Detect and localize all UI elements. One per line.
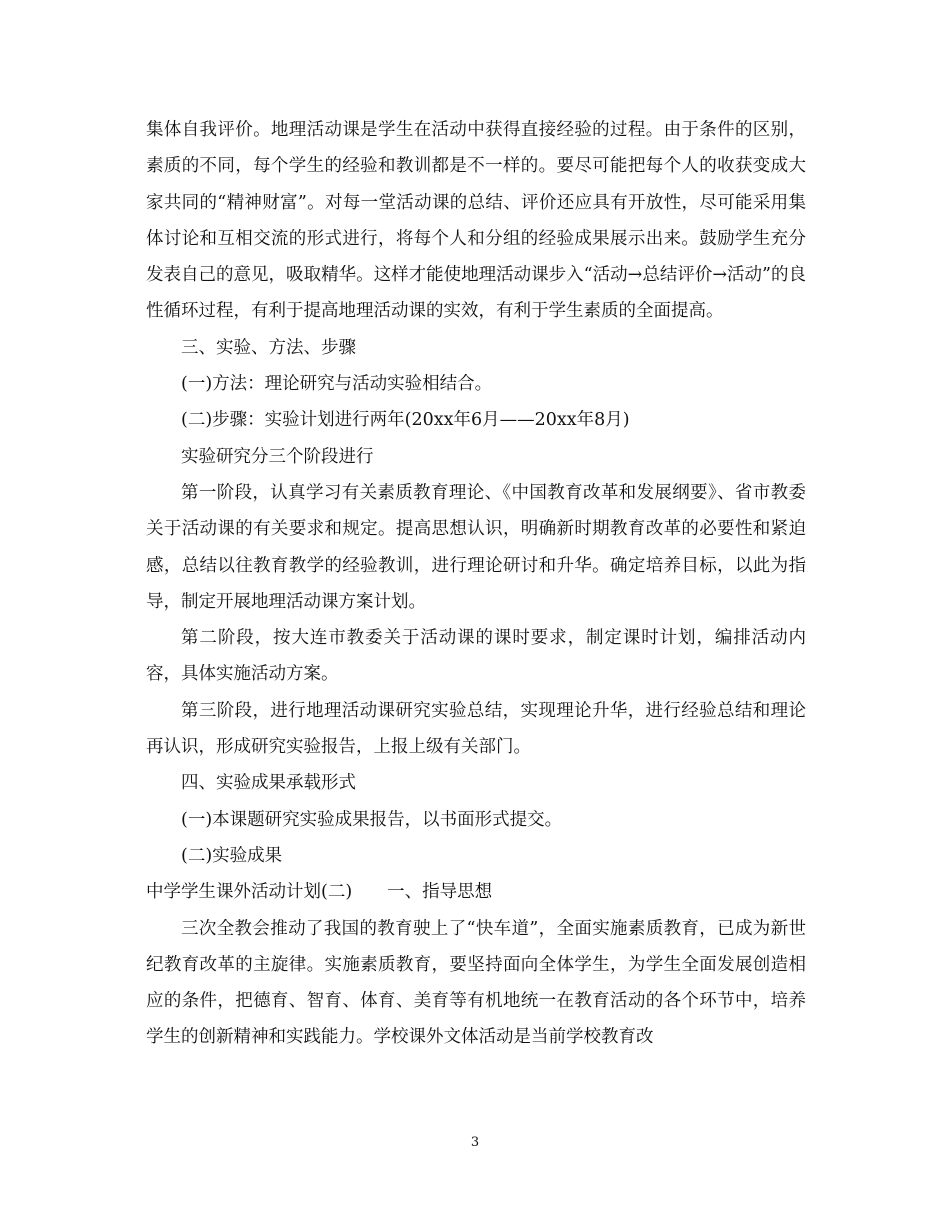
paragraph-stage-three: 第三阶段，进行地理活动课研究实验总结，实现理论升华，进行经验总结和理论再认识，形成研究实验报告，上报上级有关部门。 <box>146 700 806 758</box>
document-body <box>146 112 806 1056</box>
paragraph-stage-two: 第二阶段，按大连市教委关于活动课的课时要求，制定课时计划，编排活动内容，具体实施活动方案。 <box>146 628 806 685</box>
paragraph-steps: (二)步骤：实验计划进行两年(20xx年6月——20xx年8月) <box>181 410 630 431</box>
paragraph-three-stages: 实验研究分三个阶段进行 <box>181 446 374 467</box>
paragraph-self-evaluation: 集体自我评价。地理活动课是学生在活动中获得直接经验的过程。由于条件的区别，素质的不同，每个学生的经验和教训都是不一样的。要尽可能把每个人的收获变成大家共同的“精神财富”。对每一堂活动课的总结、评价还应具有开放性，尽可能采用集体讨论和互相交流的形式进行，将每个人和分组的经验成果展示出来。鼓励学生充分发表自己的意见，吸取精华。这样才能使地理活动课步入“活动→总结评价→活动”的良性循环过程，有利于提高地理活动课的实效，有利于学生素质的全面提高。 <box>146 120 806 322</box>
page-number: 3 <box>470 1135 480 1150</box>
paragraph-experiment-results: (二)实验成果 <box>181 845 283 866</box>
heading-experiment-method-steps: 三、实验、方法、步骤 <box>181 337 356 358</box>
paragraph-method: (一)方法：理论研究与活动实验相结合。 <box>181 374 493 395</box>
heading-result-form: 四、实验成果承载形式 <box>181 773 356 794</box>
heading-activity-plan-two: 中学学生课外活动计划(二) 一、指导思想 <box>146 882 493 903</box>
paragraph-guiding-ideology: 三次全教会推动了我国的教育驶上了“快车道”，全面实施素质教育，已成为新世纪教育改革的主旋律。实施素质教育，要坚持面向全体学生，为学生全面发展创造相应的条件，把德育、智育、体育、美育等有机地统一在教育活动的各个环节中，培养学生的创新精神和实践能力。学校课外文体活动是当前学校教育改 <box>146 918 806 1048</box>
paragraph-result-report: (一)本课题研究实验成果报告，以书面形式提交。 <box>181 809 563 830</box>
paragraph-stage-one: 第一阶段，认真学习有关素质教育理论、《中国教育改革和发展纲要》、省市教委关于活动课的有关要求和规定。提高思想认识，明确新时期教育改革的必要性和紧迫感，总结以往教育教学的经验教训，进行理论研讨和升华。确定培养目标，以此为指导，制定开展地理活动课方案计划。 <box>146 482 806 612</box>
